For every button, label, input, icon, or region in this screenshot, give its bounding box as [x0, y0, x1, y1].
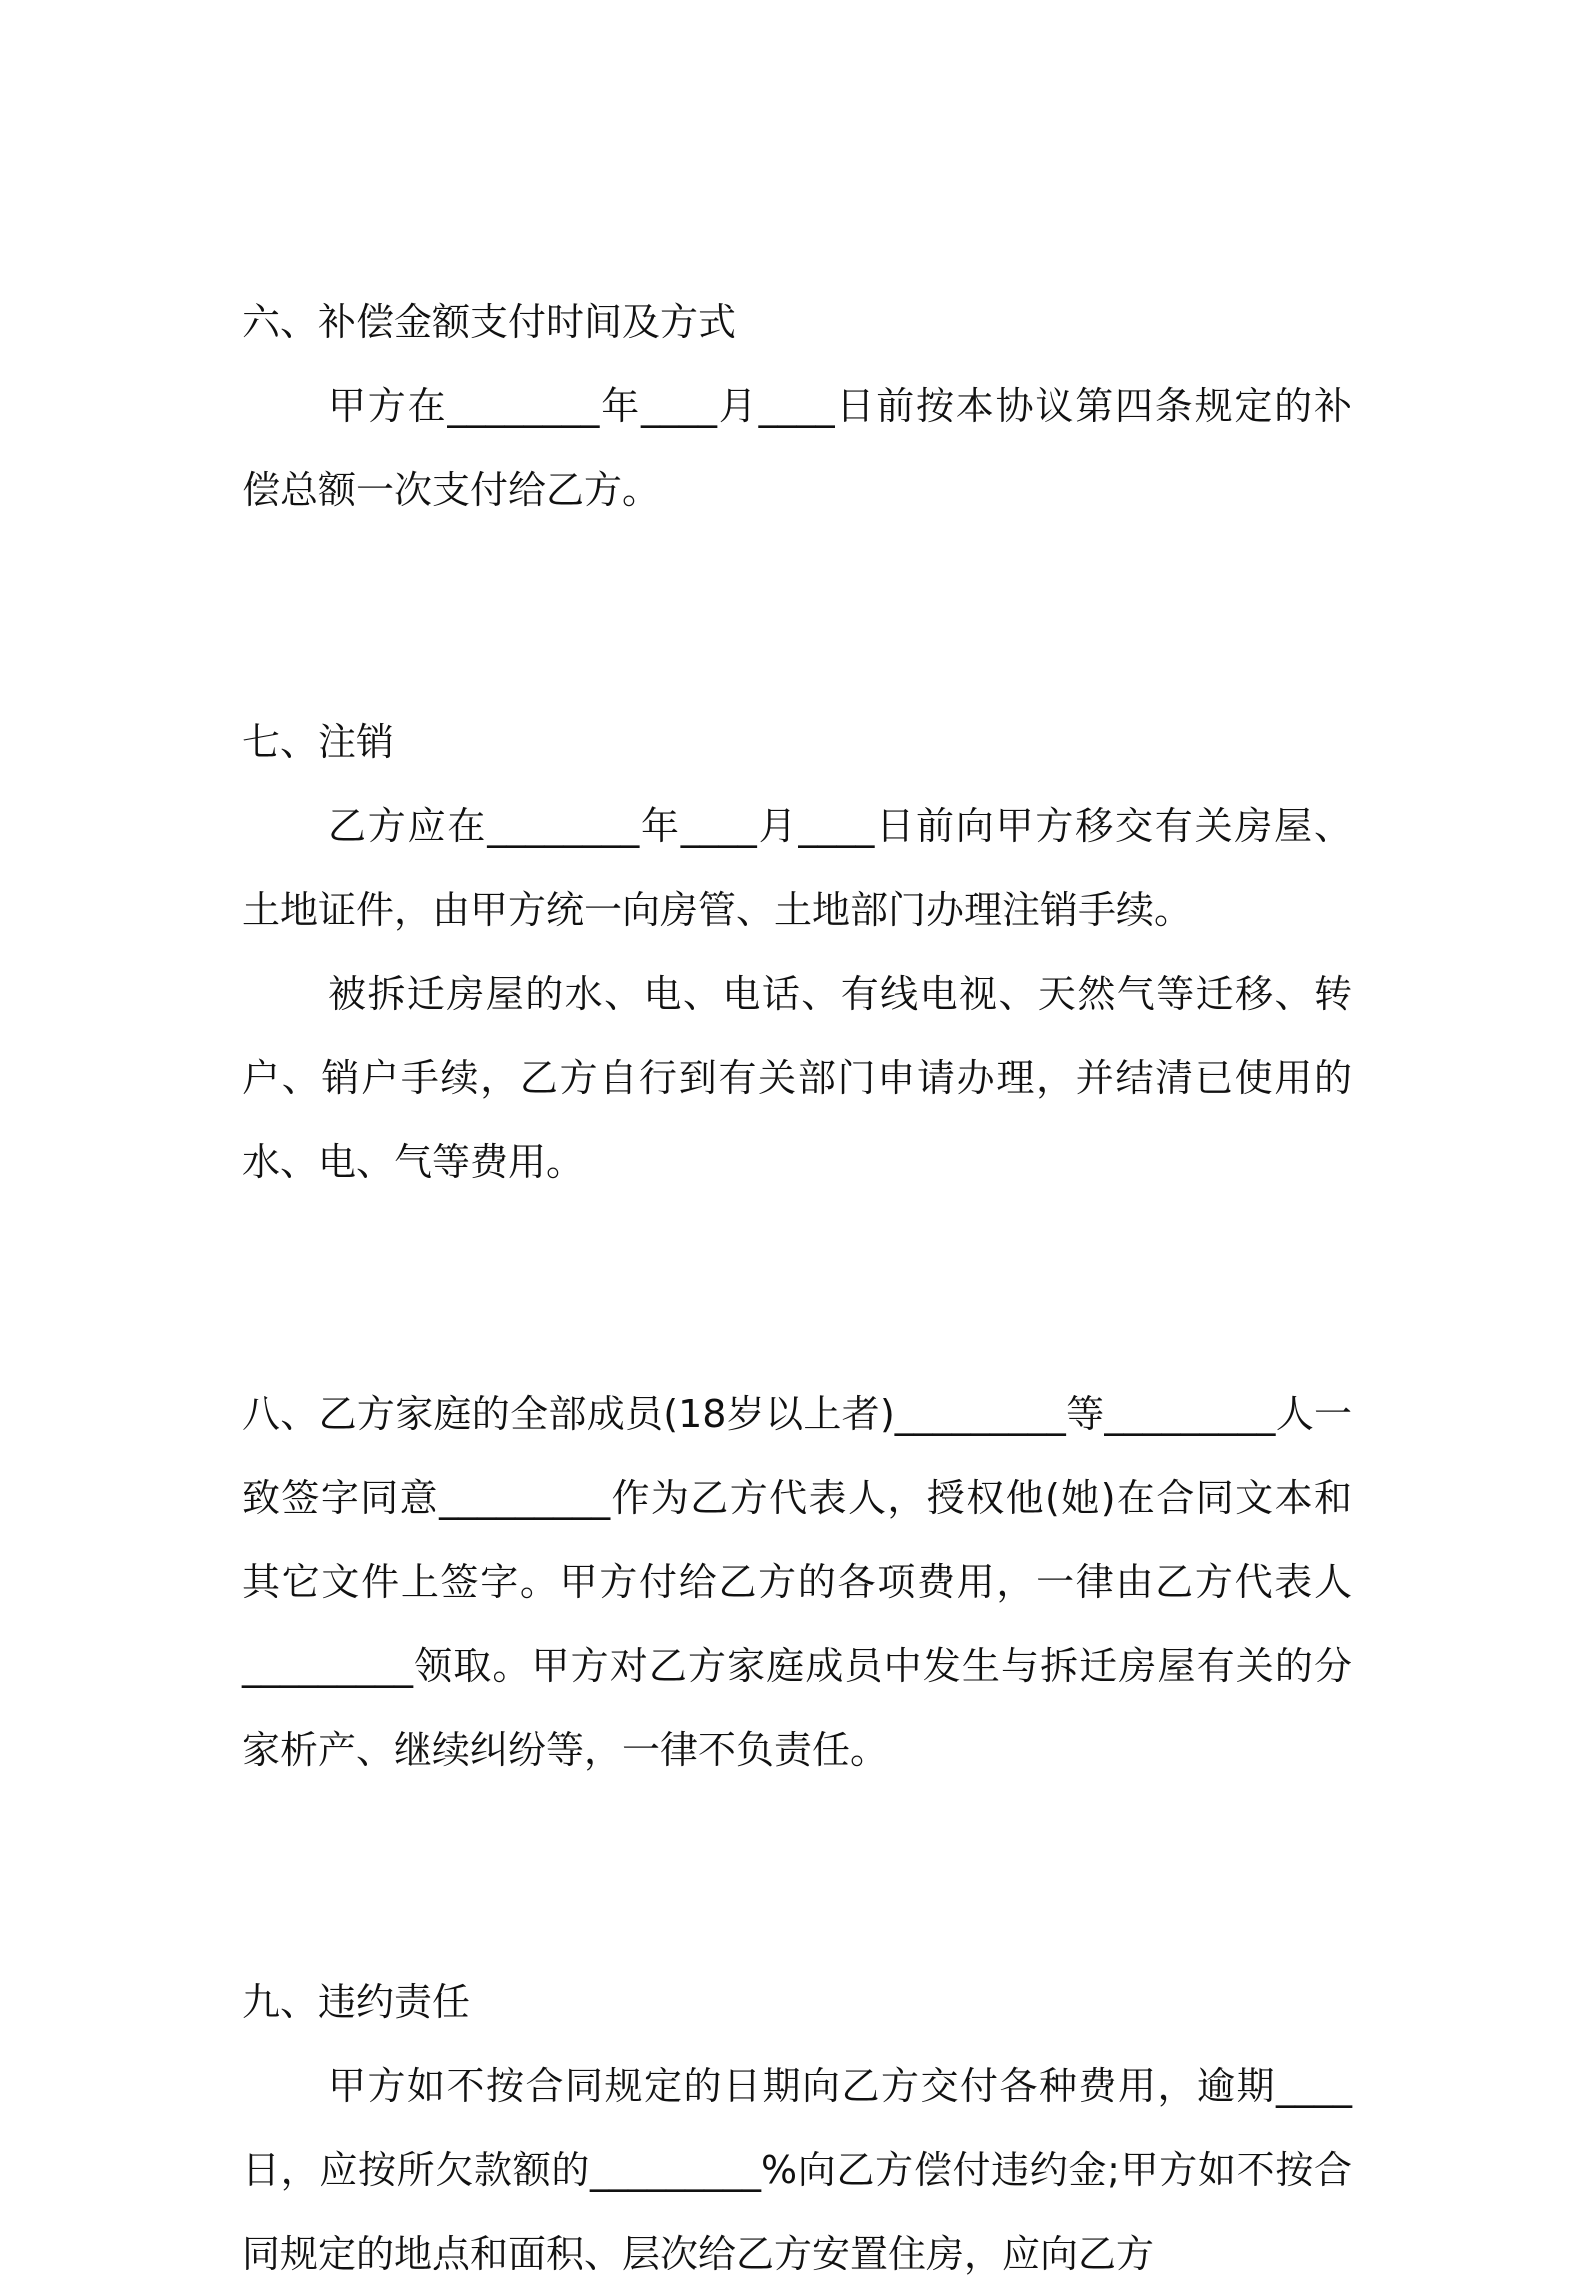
section-7 [242, 700, 1352, 1204]
section-6-heading: 六、补偿金额支付时间及方式 [242, 300, 737, 344]
section-spacer [242, 1204, 1352, 1372]
section-9-heading: 九、违约责任 [242, 1980, 471, 2024]
section-6 [242, 280, 1352, 532]
document-page [242, 280, 1352, 2296]
section-8-paragraph-1: 八、乙方家庭的全部成员(18岁以上者)_________等_________人一致签字同意_________作为乙方代表人，授权他(她)在合同文本和其它文件上签字。甲方付给乙方的各项费用，一律由乙方代表人_________领取。甲方对乙方家庭成员中发生与拆迁房屋有关的分家析产、继续纠纷等，一律不负责任。 [242, 1392, 1352, 1772]
section-6-paragraph-1: 甲方在________年____月____日前按本协议第四条规定的补偿总额一次支付给乙方。 [242, 384, 1352, 512]
section-9 [242, 1960, 1352, 2296]
section-9-paragraph-1: 甲方如不按合同规定的日期向乙方交付各种费用，逾期____日，应按所欠款额的_________%向乙方偿付违约金;甲方如不按合同规定的地点和面积、层次给乙方安置住房，应向乙方 [242, 2064, 1352, 2276]
section-8 [242, 1372, 1352, 1792]
section-7-paragraph-2: 被拆迁房屋的水、电、电话、有线电视、天然气等迁移、转户、销户手续，乙方自行到有关部门申请办理，并结清已使用的水、电、气等费用。 [242, 972, 1352, 1184]
section-spacer [242, 1792, 1352, 1960]
section-spacer [242, 532, 1352, 700]
section-7-paragraph-1: 乙方应在________年____月____日前向甲方移交有关房屋、土地证件，由甲方统一向房管、土地部门办理注销手续。 [242, 804, 1352, 932]
section-7-heading: 七、注销 [242, 720, 395, 764]
